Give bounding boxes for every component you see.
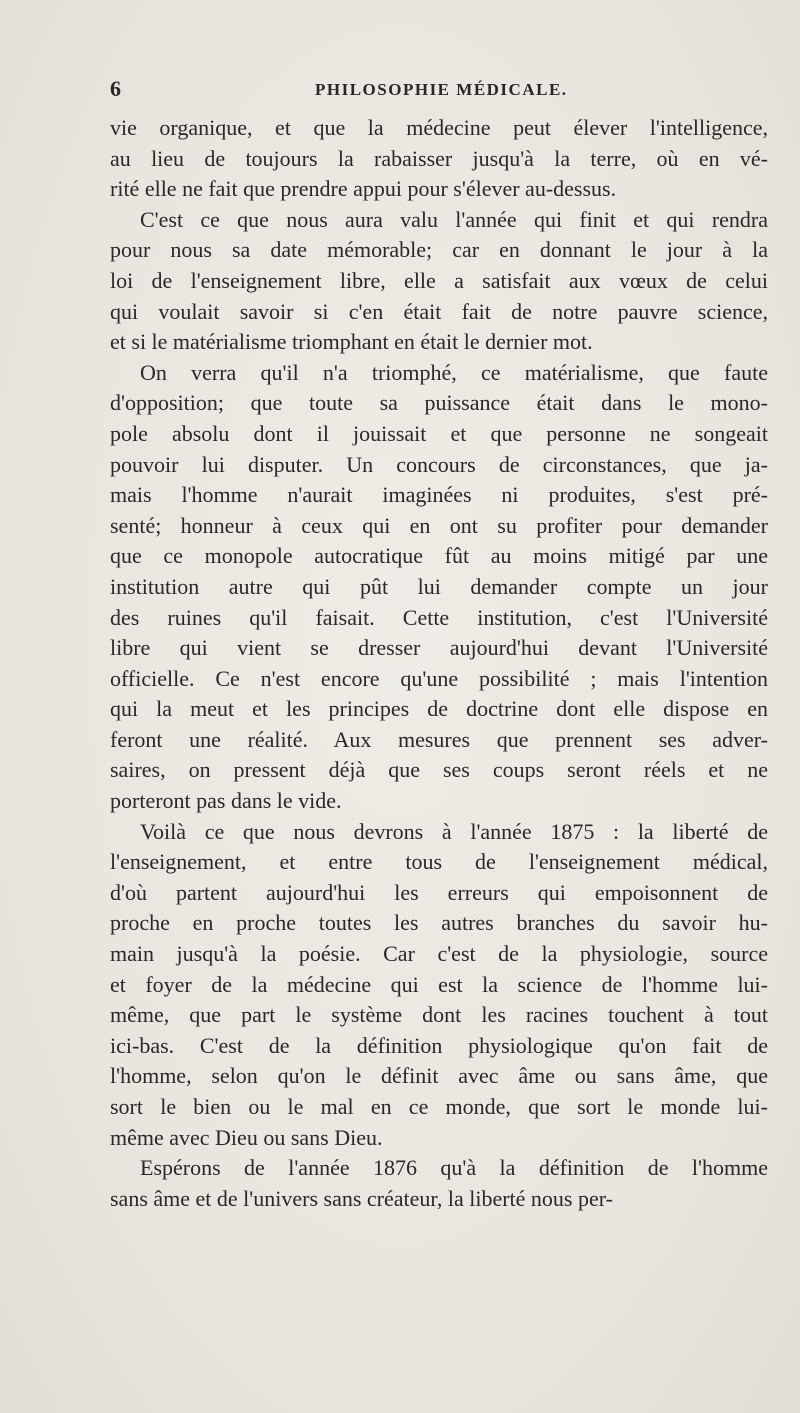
text-line: d'opposition; que toute sa puissance était dans le mono- [110,390,768,416]
running-head [110,76,768,106]
text-line: vie organique, et que la médecine peut élever l'intelligence, [110,115,768,140]
text-line: l'enseignement, et entre tous de l'enseignement médical, [110,849,768,875]
paragraph [110,205,768,358]
text-line: libre qui vient se dresser aujourd'hui devant l'Université [110,635,768,661]
text-line: saires, on pressent déjà que ses coups seront réels et ne [110,757,768,783]
text-line: que ce monopole autocratique fût au moins mitigé par une [110,543,768,569]
text-line: main jusqu'à la poésie. Car c'est de la physiologie, source [110,941,768,967]
text-line: senté; honneur à ceux qui en ont su profiter pour demander [110,512,768,538]
paragraph [110,1153,768,1214]
text-line: pole absolu dont il jouissait et que personne ne songeait [110,420,768,446]
text-line: et si le matérialisme triomphant en était le dernier mot. [110,329,593,355]
text-line: pour nous sa date mémorable; car en donnant le jour à la [110,237,768,263]
text-line: l'homme, selon qu'on le définit avec âme ou sans âme, que [110,1063,768,1089]
text-line: proche en proche toutes les autres branches du savoir hu- [110,910,768,936]
body-text [110,113,768,1214]
paragraph [110,817,768,1154]
text-line: Espérons de l'année 1876 qu'à la définition de l'homme [140,1155,768,1181]
text-line: feront une réalité. Aux mesures que prennent ses adver- [110,726,768,752]
text-line: sans âme et de l'univers sans créateur, la liberté nous per- [110,1185,613,1211]
text-line: C'est ce que nous aura valu l'année qui finit et qui rendra [140,206,768,232]
paragraph [110,358,768,817]
text-line: au lieu de toujours la rabaisser jusqu'à la terre, où en vé- [110,145,768,171]
text-line: loi de l'enseignement libre, elle a satisfait aux vœux de celui [110,267,768,293]
running-title: PHILOSOPHIE MÉDICALE. [315,80,568,99]
page-number: 6 [110,76,121,101]
text-line: rité elle ne fait que prendre appui pour s'élever au-dessus. [110,176,617,202]
text-line: qui la meut et les principes de doctrine dont elle dispose en [110,696,768,722]
text-line: pouvoir lui disputer. Un concours de circonstances, que ja- [110,451,768,477]
text-line: ici-bas. C'est de la définition physiologique qu'on fait de [110,1032,768,1058]
text-line: On verra qu'il n'a triomphé, ce matérialisme, que faute [140,359,768,385]
text-line: mais l'homme n'aurait imaginées ni produites, s'est pré- [110,482,768,508]
text-line: qui voulait savoir si c'en était fait de notre pauvre science, [110,298,768,324]
text-line: même avec Dieu ou sans Dieu. [110,1124,383,1150]
text-line: officielle. Ce n'est encore qu'une possibilité ; mais l'intention [110,665,768,691]
text-line: des ruines qu'il faisait. Cette institution, c'est l'Université [110,604,768,630]
paragraph [110,113,768,205]
text-line: et foyer de la médecine qui est la science de l'homme lui- [110,971,768,997]
text-line: même, que part le système dont les racines touchent à tout [110,1002,768,1028]
text-line: sort le bien ou le mal en ce monde, que sort le monde lui- [110,1094,768,1119]
text-line: d'où partent aujourd'hui les erreurs qui empoisonnent de [110,879,768,905]
text-line: Voilà ce que nous devrons à l'année 1875 : la liberté de [140,818,768,844]
text-line: institution autre qui pût lui demander compte un jour [110,573,768,599]
text-line: porteront pas dans le vide. [110,788,342,814]
